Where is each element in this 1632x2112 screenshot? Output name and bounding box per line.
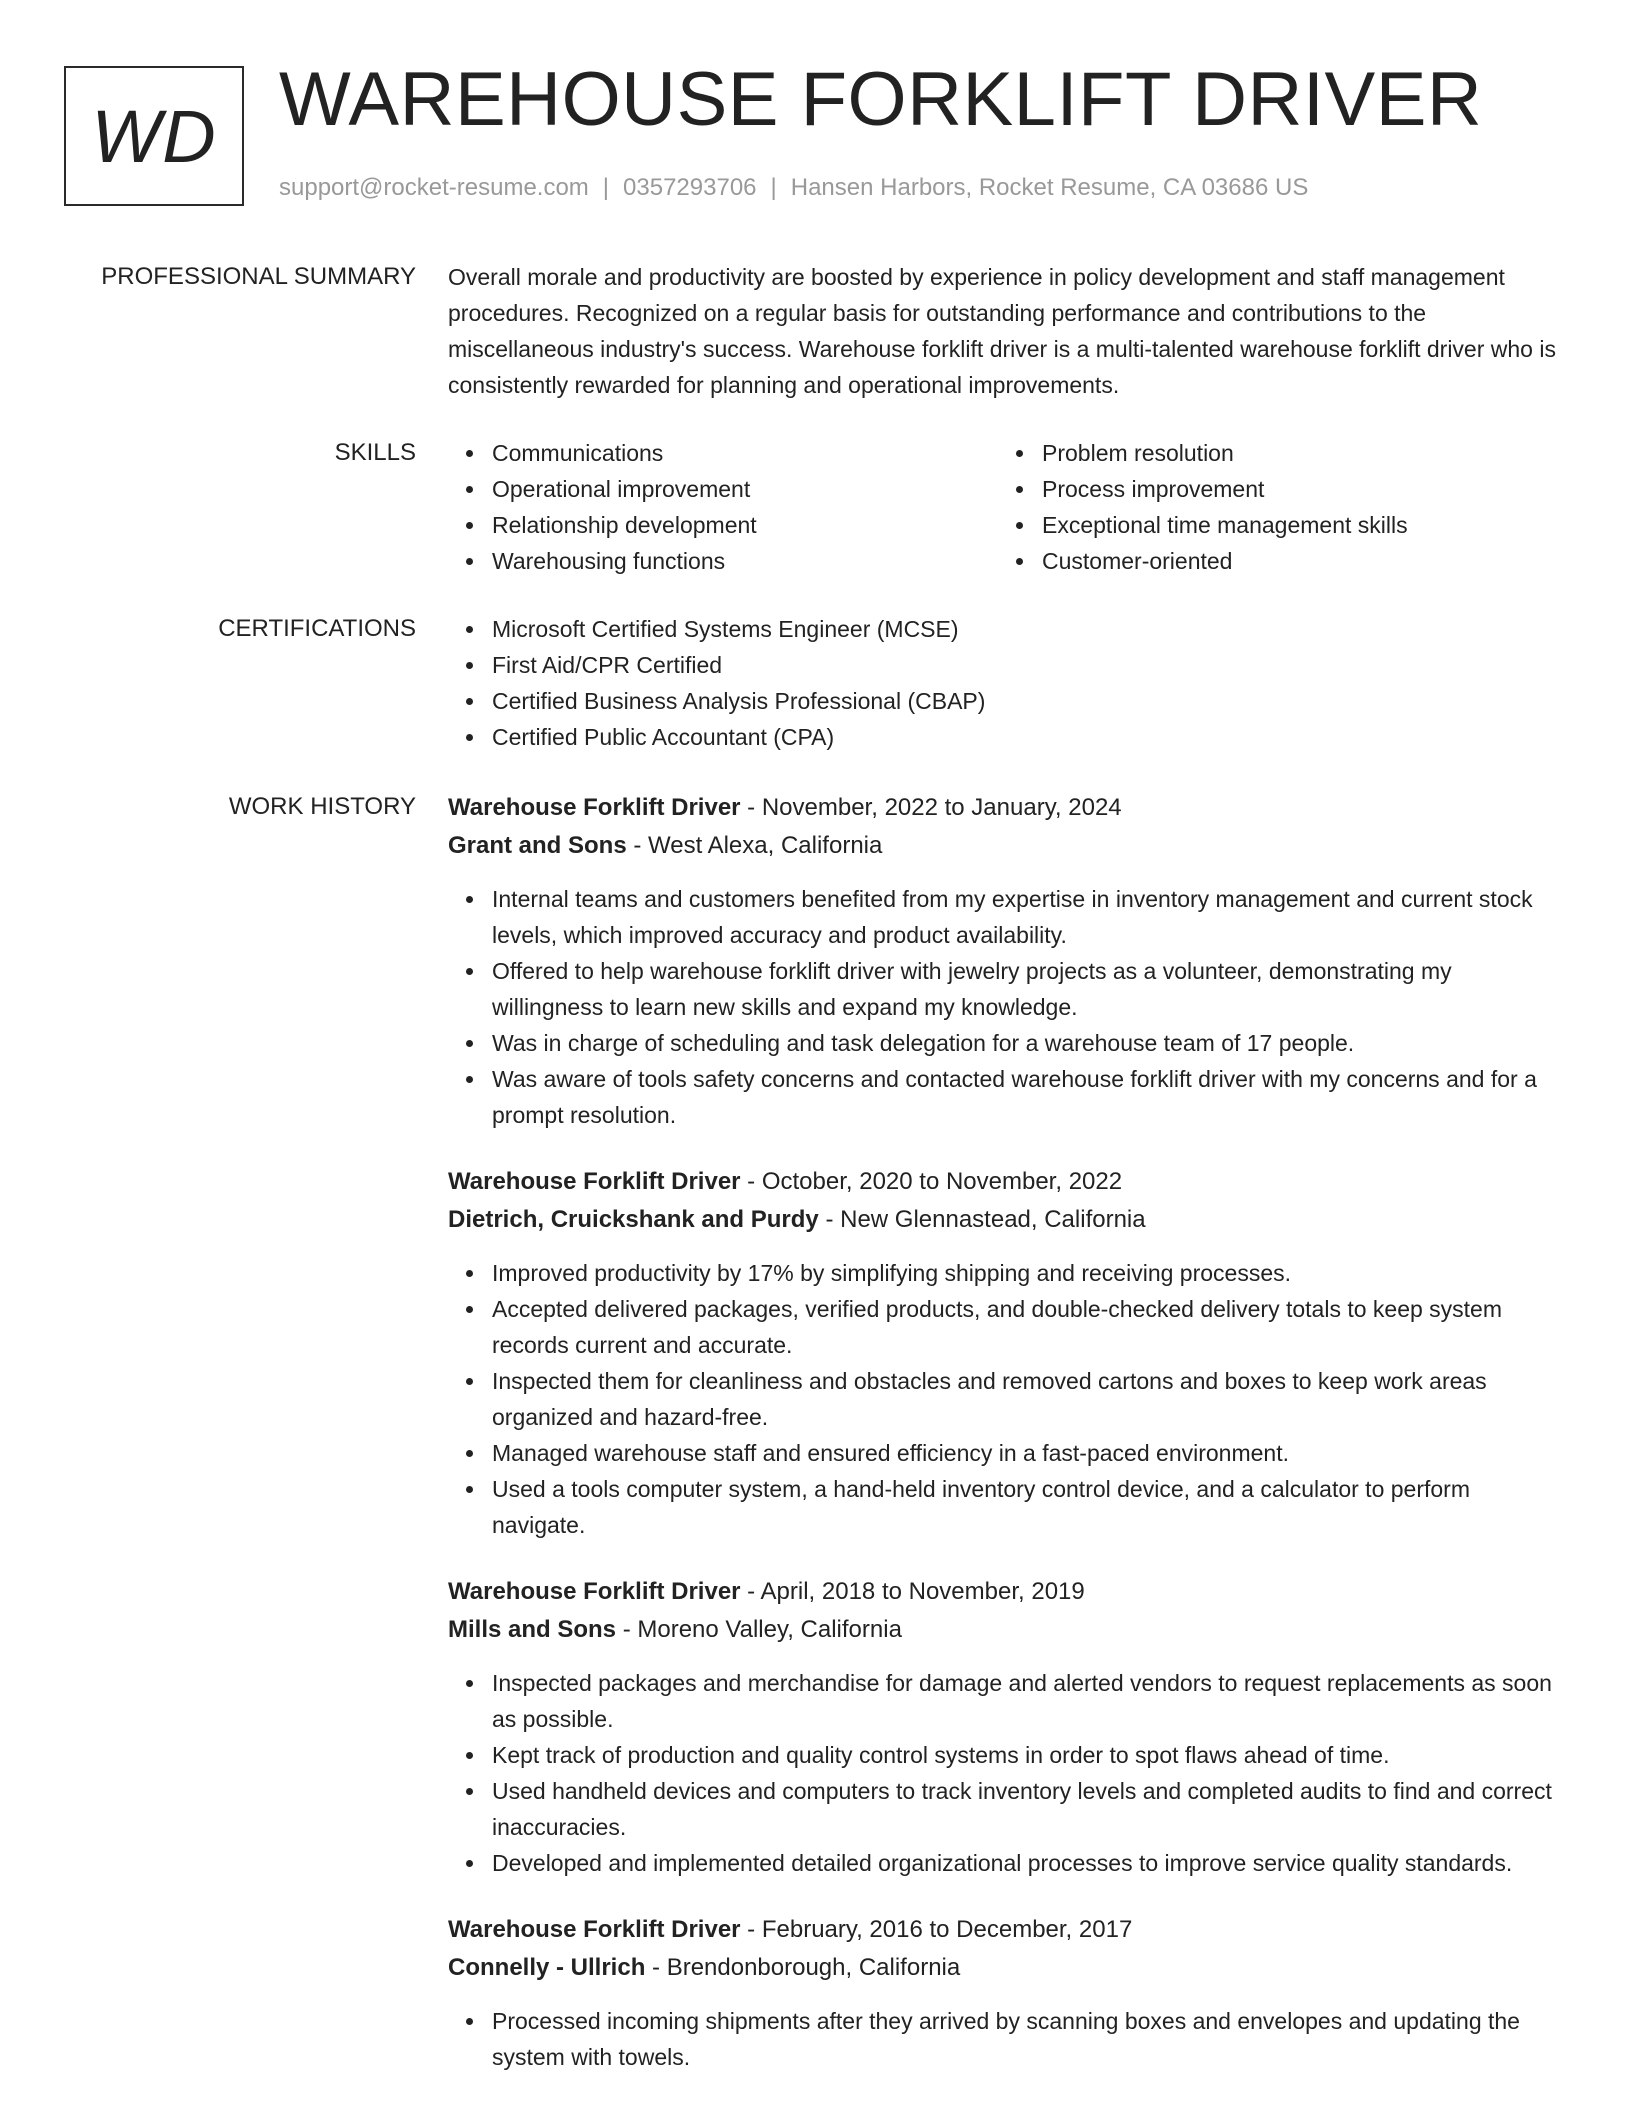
job-bullet: Internal teams and customers benefited from my expertise in inventory management and current stock levels, which improved accuracy and product availability. [492,881,1568,953]
job-title-line: Warehouse Forklift Driver - October, 2020 to November, 2022 [448,1168,1123,1195]
job-company: Connelly - Ullrich [448,1954,646,1981]
work-history-body [448,789,1568,2105]
job-title: Warehouse Forklift Driver [448,1578,741,1605]
section-heading-certifications: CERTIFICATIONS [218,615,416,642]
skills-body [448,435,1568,579]
skills-list-right [998,435,1548,579]
skill-item: Exceptional time management skills [1042,507,1548,543]
job-company-line: Mills and Sons - Moreno Valley, California [448,1616,902,1643]
job-bullets [448,2003,1568,2075]
job-bullet: Improved productivity by 17% by simplifying shipping and receiving processes. [492,1255,1568,1291]
summary-text: Overall morale and productivity are boosted by experience in policy development and staff management procedures. Recognized on a regular basis for outstanding performance and contributions to the miscellaneous industry's success. Warehouse forklift driver is a multi-talented warehouse forklift driver who is consistently rewarded for planning and operational improvements. [448,264,1556,398]
job-bullet: Was in charge of scheduling and task delegation for a warehouse team of 17 people. [492,1025,1568,1061]
contact-email[interactable]: support@rocket-resume.com [279,174,589,201]
certification-item: First Aid/CPR Certified [492,647,1568,683]
job-company-line: Dietrich, Cruickshank and Purdy - New Glennastead, California [448,1206,1146,1233]
job-bullet: Accepted delivered packages, verified products, and double-checked delivery totals to keep system records current and accurate. [492,1291,1568,1363]
section-heading-skills: SKILLS [334,439,416,466]
job-title-line: Warehouse Forklift Driver - April, 2018 to November, 2019 [448,1578,1085,1605]
job-title: Warehouse Forklift Driver [448,1168,741,1195]
job-entry [448,1573,1568,1881]
job-bullet: Developed and implemented detailed organizational processes to improve service quality standards. [492,1845,1568,1881]
certification-item: Microsoft Certified Systems Engineer (MCSE) [492,611,1568,647]
contact-separator: | [602,174,610,201]
skills-list-left [448,435,998,579]
job-title: Warehouse Forklift Driver [448,1916,741,1943]
certification-item: Certified Business Analysis Professional (CBAP) [492,683,1568,719]
job-bullet: Kept track of production and quality control systems in order to spot flaws ahead of time. [492,1737,1568,1773]
job-bullet: Used handheld devices and computers to track inventory levels and completed audits to find and correct inaccuracies. [492,1773,1568,1845]
certification-item: Certified Public Accountant (CPA) [492,719,1568,755]
job-entry [448,1911,1568,2075]
job-bullets [448,1665,1568,1881]
job-bullets [448,1255,1568,1543]
skill-item: Customer-oriented [1042,543,1548,579]
job-bullet: Inspected packages and merchandise for damage and alerted vendors to request replacements as soon as possible. [492,1665,1568,1737]
job-entry [448,1163,1568,1543]
job-company-line: Connelly - Ullrich - Brendonborough, California [448,1954,961,1981]
job-company: Mills and Sons [448,1616,617,1643]
job-location: New Glennastead, California [840,1206,1146,1233]
job-dates: November, 2022 to January, 2024 [761,794,1122,821]
job-bullets [448,881,1568,1133]
job-company: Dietrich, Cruickshank and Purdy [448,1206,819,1233]
certifications-list [448,611,1568,755]
section-heading-summary: PROFESSIONAL SUMMARY [101,263,416,290]
skill-item: Relationship development [492,507,998,543]
job-company-line: Grant and Sons - West Alexa, California [448,832,883,859]
job-bullet: Was aware of tools safety concerns and contacted warehouse forklift driver with my concerns and for a prompt resolution. [492,1061,1568,1133]
skill-item: Warehousing functions [492,543,998,579]
job-entry [448,789,1568,1133]
contact-address: Hansen Harbors, Rocket Resume, CA 03686 US [790,174,1309,201]
job-title-line: Warehouse Forklift Driver - February, 2016 to December, 2017 [448,1916,1133,1943]
job-title: Warehouse Forklift Driver [448,794,741,821]
job-dates: October, 2020 to November, 2022 [761,1168,1123,1195]
job-company: Grant and Sons [448,832,627,859]
monogram-logo: WD [64,66,244,206]
page-title: WAREHOUSE FORKLIFT DRIVER [279,57,1483,142]
skill-item: Communications [492,435,998,471]
contact-line [279,174,1308,202]
job-dates: February, 2016 to December, 2017 [761,1916,1133,1943]
job-location: Moreno Valley, California [637,1616,902,1643]
job-bullet: Used a tools computer system, a hand-held inventory control device, and a calculator to perform navigate. [492,1471,1568,1543]
job-location: West Alexa, California [648,832,883,859]
skill-item: Problem resolution [1042,435,1548,471]
job-dates: April, 2018 to November, 2019 [760,1578,1085,1605]
contact-separator: | [770,174,777,201]
job-bullet: Processed incoming shipments after they arrived by scanning boxes and envelopes and updating the system with towels. [492,2003,1568,2075]
job-title-line: Warehouse Forklift Driver - November, 2022 to January, 2024 [448,794,1122,821]
job-bullet: Offered to help warehouse forklift driver with jewelry projects as a volunteer, demonstrating my willingness to learn new skills and expand my knowledge. [492,953,1568,1025]
job-location: Brendonborough, California [666,1954,961,1981]
skill-item: Process improvement [1042,471,1548,507]
section-heading-work-history: WORK HISTORY [228,793,416,820]
job-bullet: Managed warehouse staff and ensured efficiency in a fast-paced environment. [492,1435,1568,1471]
contact-phone[interactable]: 0357293706 [623,174,757,201]
certifications-body [448,611,1568,755]
skill-item: Operational improvement [492,471,998,507]
job-bullet: Inspected them for cleanliness and obstacles and removed cartons and boxes to keep work areas organized and hazard-free. [492,1363,1568,1435]
